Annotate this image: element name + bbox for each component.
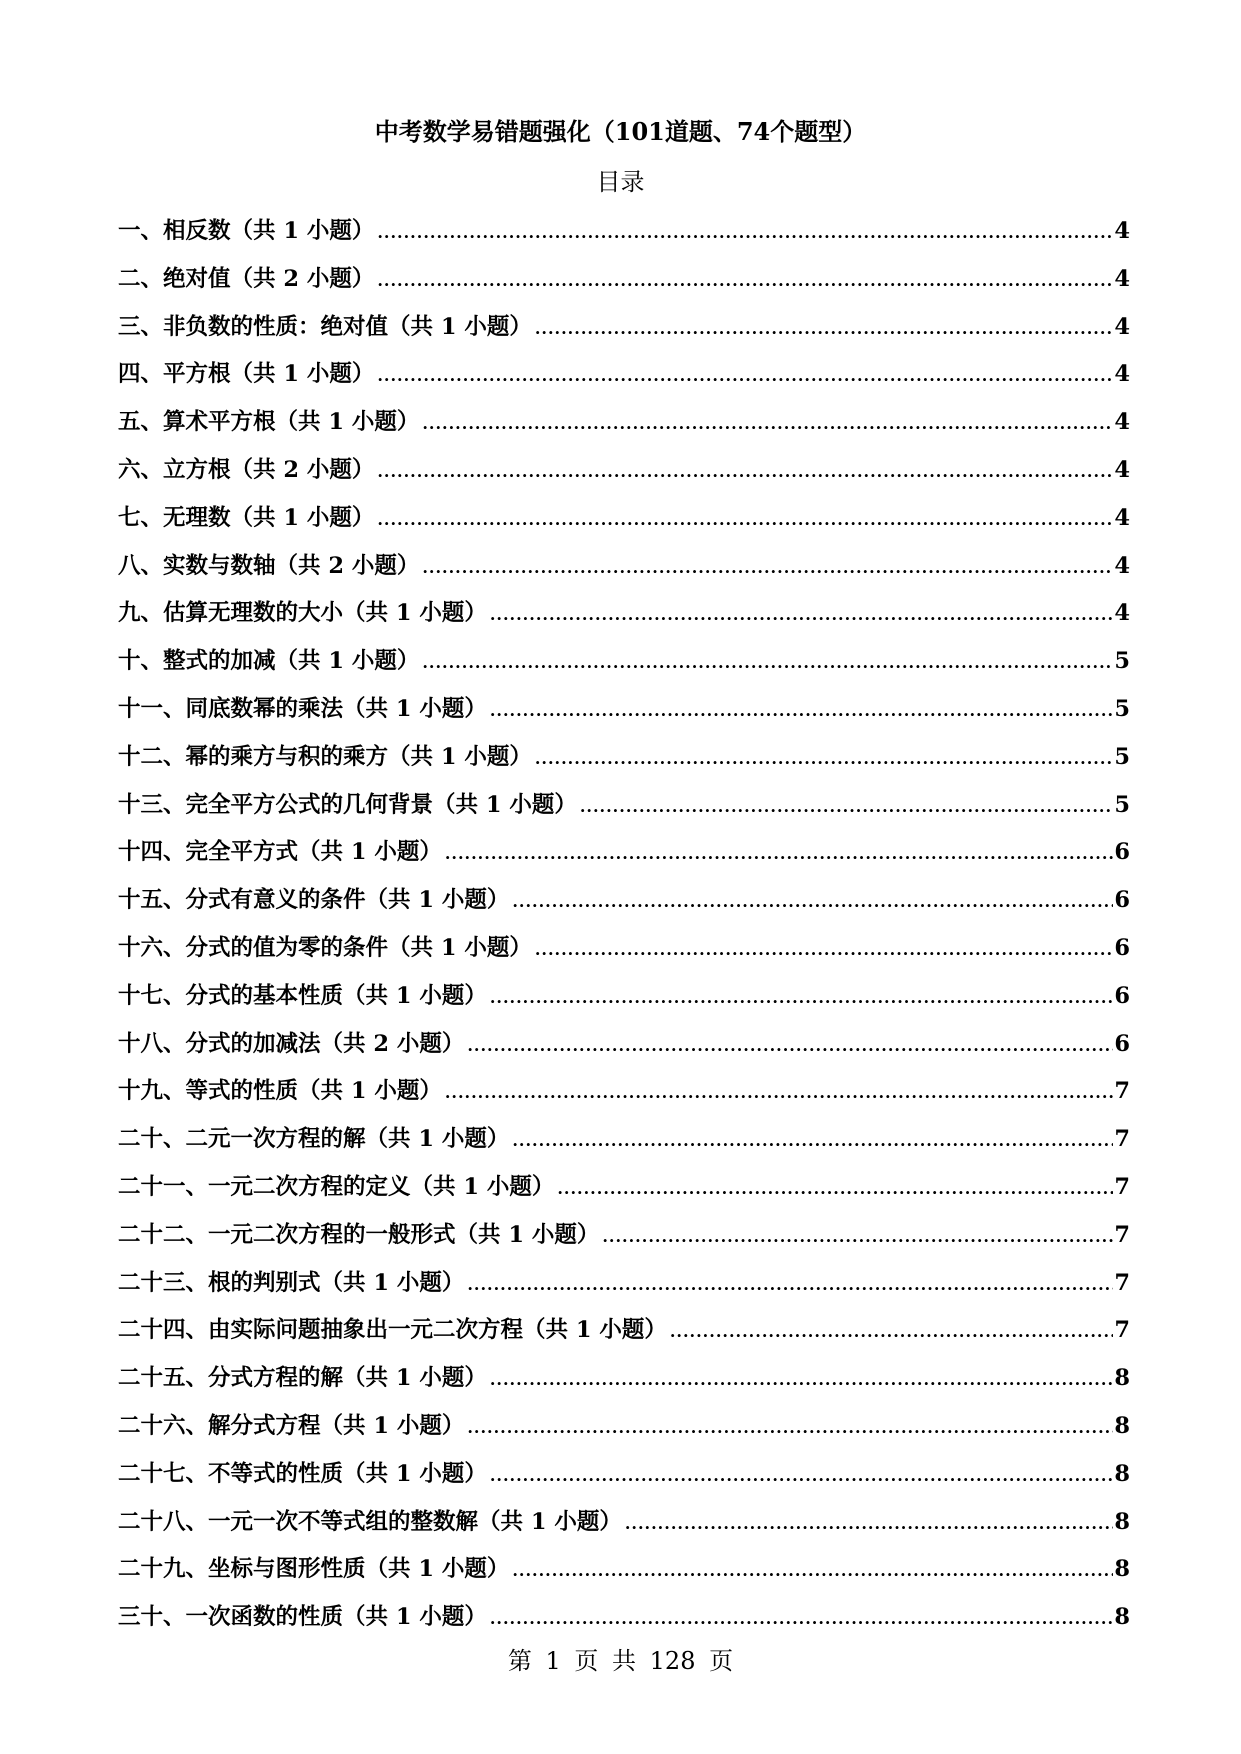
dot-leader xyxy=(422,414,1113,433)
toc-entry[interactable] xyxy=(118,595,1130,643)
dot-leader xyxy=(377,462,1113,481)
toc-entry-label: 十二、幂的乘方与积的乘方（共 1 小题） xyxy=(118,743,532,770)
dot-leader xyxy=(490,701,1114,720)
toc-entry-label: 四、平方根（共 1 小题） xyxy=(118,361,375,388)
dot-leader xyxy=(490,1609,1114,1628)
dot-leader xyxy=(422,558,1113,577)
toc-entry-label: 二十九、坐标与图形性质（共 1 小题） xyxy=(118,1556,510,1583)
toc-entry-label: 二十、二元一次方程的解（共 1 小题） xyxy=(118,1126,510,1153)
toc-entry-label: 八、实数与数轴（共 2 小题） xyxy=(118,552,420,579)
toc-entry-page: 5 xyxy=(1114,648,1130,675)
toc-entry[interactable] xyxy=(118,309,1130,357)
toc-entry-page: 8 xyxy=(1114,1508,1130,1535)
toc-entry-page: 6 xyxy=(1114,982,1130,1009)
toc-entry[interactable] xyxy=(118,643,1130,691)
toc-entry[interactable] xyxy=(118,404,1130,452)
toc-entry[interactable] xyxy=(118,261,1130,309)
toc-entry-label: 一、相反数（共 1 小题） xyxy=(118,218,375,244)
toc-entry-label: 五、算术平方根（共 1 小题） xyxy=(118,409,420,436)
toc-entry[interactable] xyxy=(118,500,1130,548)
toc-entry-label: 二十六、解分式方程（共 1 小题） xyxy=(118,1412,465,1439)
toc-entry-page: 4 xyxy=(1114,361,1130,388)
toc-entry-label: 九、估算无理数的大小（共 1 小题） xyxy=(118,600,487,627)
toc-entry[interactable] xyxy=(118,1169,1130,1217)
toc-entry[interactable] xyxy=(118,1599,1130,1647)
toc-entry[interactable] xyxy=(118,739,1130,787)
toc-entry-page: 7 xyxy=(1114,1126,1130,1153)
toc-entry-label: 十一、同底数幂的乘法（共 1 小题） xyxy=(118,695,487,722)
toc-entry-page: 6 xyxy=(1114,1030,1130,1057)
toc-entry-label: 十六、分式的值为零的条件（共 1 小题） xyxy=(118,934,532,961)
toc-entry[interactable] xyxy=(118,1408,1130,1456)
dot-leader xyxy=(535,940,1114,959)
dot-leader xyxy=(467,1275,1113,1294)
dot-leader xyxy=(377,510,1113,529)
toc-entry-page: 4 xyxy=(1114,265,1130,292)
dot-leader xyxy=(490,1466,1114,1485)
toc-entry-label: 十八、分式的加减法（共 2 小题） xyxy=(118,1030,465,1057)
toc-entry[interactable] xyxy=(118,1073,1130,1121)
toc-entry[interactable] xyxy=(118,882,1130,930)
toc-entry-label: 十三、完全平方公式的几何背景（共 1 小题） xyxy=(118,791,577,818)
toc-entry-page: 7 xyxy=(1114,1221,1130,1248)
toc-entry-page: 4 xyxy=(1114,456,1130,483)
dot-leader xyxy=(625,1514,1114,1533)
dot-leader xyxy=(422,653,1113,672)
toc-entry-page: 7 xyxy=(1114,1269,1130,1296)
toc-entry-page: 8 xyxy=(1114,1460,1130,1487)
toc-entry-label: 六、立方根（共 2 小题） xyxy=(118,456,375,483)
toc-entry-label: 二、绝对值（共 2 小题） xyxy=(118,265,375,292)
toc-entry[interactable] xyxy=(118,1312,1130,1360)
toc-entry-label: 二十二、一元二次方程的一般形式（共 1 小题） xyxy=(118,1221,600,1248)
toc-entry[interactable] xyxy=(118,1551,1130,1599)
toc-entry-page: 8 xyxy=(1114,1604,1130,1631)
toc-entry-page: 7 xyxy=(1114,1173,1130,1200)
toc-entry[interactable] xyxy=(118,978,1130,1026)
toc-entry[interactable] xyxy=(118,1265,1130,1313)
dot-leader xyxy=(670,1322,1114,1341)
toc-entry[interactable] xyxy=(118,1026,1130,1074)
toc-entry-page: 7 xyxy=(1114,1078,1130,1105)
dot-leader xyxy=(490,605,1114,624)
toc-entry-page: 4 xyxy=(1114,600,1130,627)
toc-entry-label: 十九、等式的性质（共 1 小题） xyxy=(118,1078,442,1105)
dot-leader xyxy=(490,988,1114,1007)
toc-entry[interactable] xyxy=(118,452,1130,500)
toc-entry-page: 6 xyxy=(1114,839,1130,866)
toc-entry-label: 十四、完全平方式（共 1 小题） xyxy=(118,839,442,866)
toc-entry[interactable] xyxy=(118,787,1130,835)
table-of-contents xyxy=(118,213,1130,1647)
dot-leader xyxy=(535,319,1114,338)
dot-leader xyxy=(377,223,1113,242)
toc-entry-label: 三、非负数的性质：绝对值（共 1 小题） xyxy=(118,313,532,340)
toc-entry-label: 二十七、不等式的性质（共 1 小题） xyxy=(118,1460,487,1487)
page-number-footer: 第 1 页 共 128 页 xyxy=(507,1647,734,1675)
toc-entry-label: 十五、分式有意义的条件（共 1 小题） xyxy=(118,887,510,914)
toc-entry[interactable] xyxy=(118,1360,1130,1408)
toc-entry[interactable] xyxy=(118,1121,1130,1169)
toc-entry-page: 4 xyxy=(1114,313,1130,340)
toc-entry-page: 4 xyxy=(1114,218,1130,244)
toc-heading: 目录 xyxy=(596,168,645,196)
toc-entry[interactable] xyxy=(118,1456,1130,1504)
toc-entry-label: 三十、一次函数的性质（共 1 小题） xyxy=(118,1604,487,1631)
dot-leader xyxy=(467,1418,1113,1437)
toc-entry-label: 二十八、一元一次不等式组的整数解（共 1 小题） xyxy=(118,1508,622,1535)
toc-entry-label: 二十三、根的判别式（共 1 小题） xyxy=(118,1269,465,1296)
toc-entry-page: 5 xyxy=(1114,743,1130,770)
dot-leader xyxy=(467,1036,1113,1055)
dot-leader xyxy=(490,1370,1114,1389)
toc-entry[interactable] xyxy=(118,834,1130,882)
dot-leader xyxy=(602,1227,1113,1246)
dot-leader xyxy=(377,271,1113,290)
toc-entry-page: 6 xyxy=(1114,934,1130,961)
dot-leader xyxy=(377,366,1113,385)
dot-leader xyxy=(512,1561,1113,1580)
toc-entry-page: 8 xyxy=(1114,1556,1130,1583)
dot-leader xyxy=(445,1083,1114,1102)
dot-leader xyxy=(557,1179,1113,1198)
toc-entry-page: 6 xyxy=(1114,887,1130,914)
toc-entry-label: 十、整式的加减（共 1 小题） xyxy=(118,648,420,675)
toc-entry-label: 二十五、分式方程的解（共 1 小题） xyxy=(118,1365,487,1392)
toc-entry-page: 5 xyxy=(1114,791,1130,818)
toc-entry-label: 十七、分式的基本性质（共 1 小题） xyxy=(118,982,487,1009)
toc-entry[interactable] xyxy=(118,930,1130,978)
toc-entry[interactable] xyxy=(118,548,1130,596)
toc-entry[interactable] xyxy=(118,1217,1130,1265)
toc-entry-page: 4 xyxy=(1114,552,1130,579)
dot-leader xyxy=(445,844,1114,863)
toc-entry-page: 4 xyxy=(1114,504,1130,531)
toc-entry[interactable] xyxy=(118,356,1130,404)
toc-entry[interactable] xyxy=(118,213,1130,261)
toc-entry-label: 二十一、一元二次方程的定义（共 1 小题） xyxy=(118,1173,555,1200)
toc-entry-page: 7 xyxy=(1114,1317,1130,1344)
dot-leader xyxy=(512,1131,1113,1150)
toc-entry-label: 七、无理数（共 1 小题） xyxy=(118,504,375,531)
dot-leader xyxy=(580,797,1114,816)
toc-entry[interactable] xyxy=(118,1504,1130,1552)
toc-entry-page: 8 xyxy=(1114,1412,1130,1439)
document-title: 中考数学易错题强化（101道题、74个题型） xyxy=(374,117,867,146)
toc-entry[interactable] xyxy=(118,691,1130,739)
dot-leader xyxy=(512,892,1113,911)
toc-entry-label: 二十四、由实际问题抽象出一元二次方程（共 1 小题） xyxy=(118,1317,667,1344)
toc-entry-page: 8 xyxy=(1114,1365,1130,1392)
dot-leader xyxy=(535,749,1114,768)
toc-entry-page: 5 xyxy=(1114,695,1130,722)
toc-entry-page: 4 xyxy=(1114,409,1130,436)
